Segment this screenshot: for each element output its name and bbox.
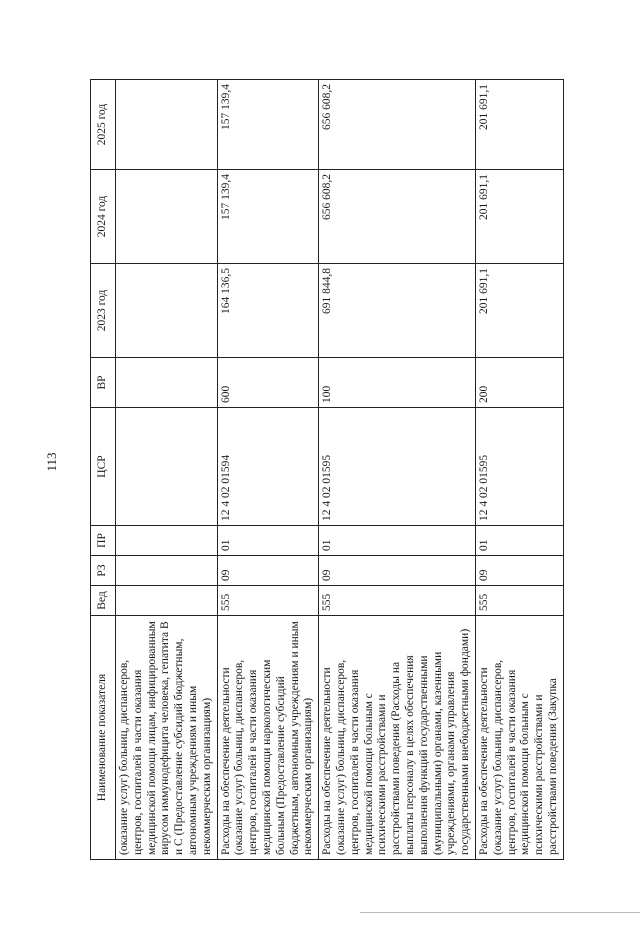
cell-2023: 164 136,5 <box>217 264 319 358</box>
cell-2023: 201 691,1 <box>475 264 563 358</box>
header-2023: 2023 год <box>91 264 116 358</box>
cell-ved: 555 <box>319 586 476 616</box>
header-2025: 2025 год <box>91 80 116 170</box>
cell-pr: 01 <box>475 526 563 556</box>
cell-vr: 200 <box>475 358 563 408</box>
cell-2024: 157 139,4 <box>217 170 319 264</box>
cell-pr <box>116 526 218 556</box>
table-row <box>217 80 319 860</box>
cell-name: Расходы на обеспечение деятельности (оказание услуг) больниц, диспансеров, центров, госпиталей в части оказания медицинской помощи больным с психическими расстройствами и расстройствами поведения (Расходы на выплаты персоналу в целях обеспечения выполнения функций государственными (муниципальными) органами, казенными учреждениями, органами управления государственными внебюджетными фондами) <box>319 616 476 860</box>
cell-vr: 100 <box>319 358 476 408</box>
cell-csr <box>116 408 218 526</box>
cell-ved <box>116 586 218 616</box>
cell-rz: 09 <box>475 556 563 586</box>
table-row <box>475 80 563 860</box>
cell-2024 <box>116 170 218 264</box>
header-vr: ВР <box>91 358 116 408</box>
cell-2025 <box>116 80 218 170</box>
header-pr: ПР <box>91 526 116 556</box>
cell-csr: 12 4 02 01594 <box>217 408 319 526</box>
cell-ved: 555 <box>475 586 563 616</box>
header-ved: Вед <box>91 586 116 616</box>
table-header-row <box>91 80 116 860</box>
cell-rz <box>116 556 218 586</box>
rotated-table-sheet <box>90 80 559 860</box>
cell-vr <box>116 358 218 408</box>
table-row <box>116 80 218 860</box>
cell-2024: 656 608,2 <box>319 170 476 264</box>
cell-name: (оказание услуг) больниц, диспансеров, центров, госпиталей в части оказания медицинской помощи лицам, инфицированным вирусом иммунодефицита человека, гепатита В и С (Предоставление субсидий бюджетным, автономным учреждениям и иным некоммерческим организациям) <box>116 616 218 860</box>
header-rz: РЗ <box>91 556 116 586</box>
cell-2025: 201 691,1 <box>475 80 563 170</box>
cell-2023: 691 844,8 <box>319 264 476 358</box>
header-name: Наименование показателя <box>91 616 116 860</box>
cell-name: Расходы на обеспечение деятельности (оказание услуг) больниц, диспансеров, центров, госпиталей в части оказания медицинской помощи больным с психическими расстройствами и расстройствами поведения (Закупка <box>475 616 563 860</box>
budget-table <box>90 79 564 860</box>
cell-2024: 201 691,1 <box>475 170 563 264</box>
scan-artifact-line <box>360 912 640 913</box>
cell-rz: 09 <box>319 556 476 586</box>
cell-name: Расходы на обеспечение деятельности (оказание услуг) больниц, диспансеров, центров, госпиталей в части оказания медицинской помощи наркологическим больным (Предоставление субсидий бюджетным, автономным учреждениям и иным некоммерческим организациям) <box>217 616 319 860</box>
cell-csr: 12 4 02 01595 <box>319 408 476 526</box>
page-number: 113 <box>44 452 59 472</box>
cell-2025: 656 608,2 <box>319 80 476 170</box>
cell-pr: 01 <box>319 526 476 556</box>
header-csr: ЦСР <box>91 408 116 526</box>
cell-vr: 600 <box>217 358 319 408</box>
cell-csr: 12 4 02 01595 <box>475 408 563 526</box>
cell-ved: 555 <box>217 586 319 616</box>
cell-pr: 01 <box>217 526 319 556</box>
table-row <box>319 80 476 860</box>
cell-2025: 157 139,4 <box>217 80 319 170</box>
cell-rz: 09 <box>217 556 319 586</box>
header-2024: 2024 год <box>91 170 116 264</box>
cell-2023 <box>116 264 218 358</box>
